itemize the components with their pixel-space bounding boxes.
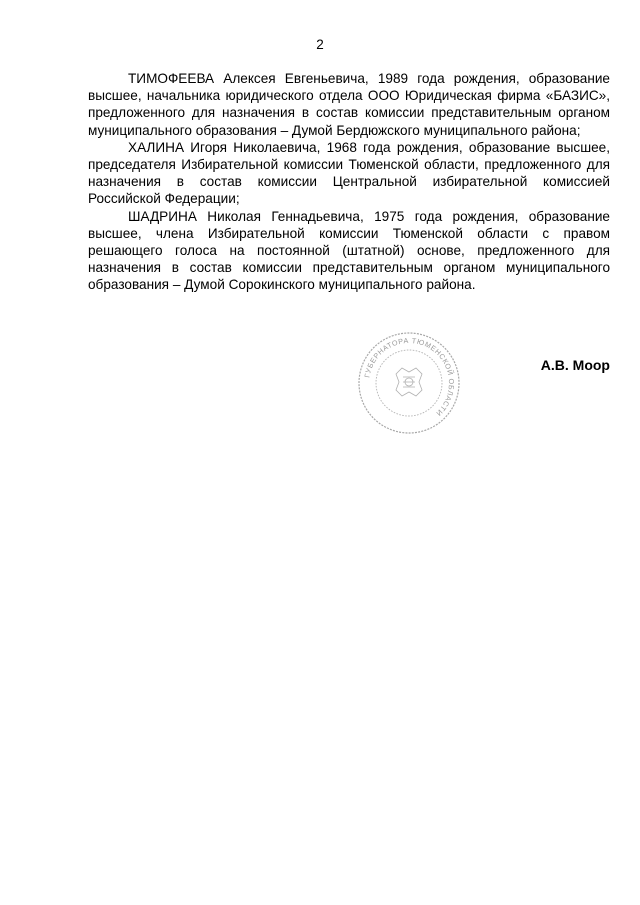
seal-inner-ring: [376, 350, 442, 416]
paragraph-timofeev: ТИМОФЕЕВА Алексея Евгеньевича, 1989 года рождения, образование высшее, начальника юридического отдела ООО Юридическая фирма «БАЗИС», предложенного для назначения в состав комиссии представительным органом муниципального образования – Думой Бердюжского муниципального района;: [88, 71, 610, 138]
document-body: [88, 70, 610, 294]
page-number: 2: [316, 37, 324, 52]
signatory-name: А.В. Моор: [540, 357, 610, 373]
paragraph-khalin: ХАЛИНА Игоря Николаевича, 1968 года рождения, образование высшее, председателя Избирательной комиссии Тюменской области, предложенного для назначения в состав комиссии Центральной избирательной комиссией Российской Федерации;: [88, 139, 610, 207]
official-seal-stamp: [356, 330, 462, 436]
seal-emblem: [396, 368, 422, 396]
seal-ring-text: ГУБЕРНАТОРА ТЮМЕНСКОЙ ОБЛАСТИ: [362, 335, 457, 419]
seal-outer-ring: [359, 333, 459, 433]
seal-graphic: [356, 330, 462, 436]
paragraph-shadrin: ШАДРИНА Николая Геннадьевича, 1975 года рождения, образование высшее, члена Избирательной комиссии Тюменской области с правом решающего голоса на постоянной (штатной) основе, предложенного для назначения в состав комиссии представительным органом муниципального образования – Думой Сорокинского муниципального района.: [88, 208, 610, 293]
